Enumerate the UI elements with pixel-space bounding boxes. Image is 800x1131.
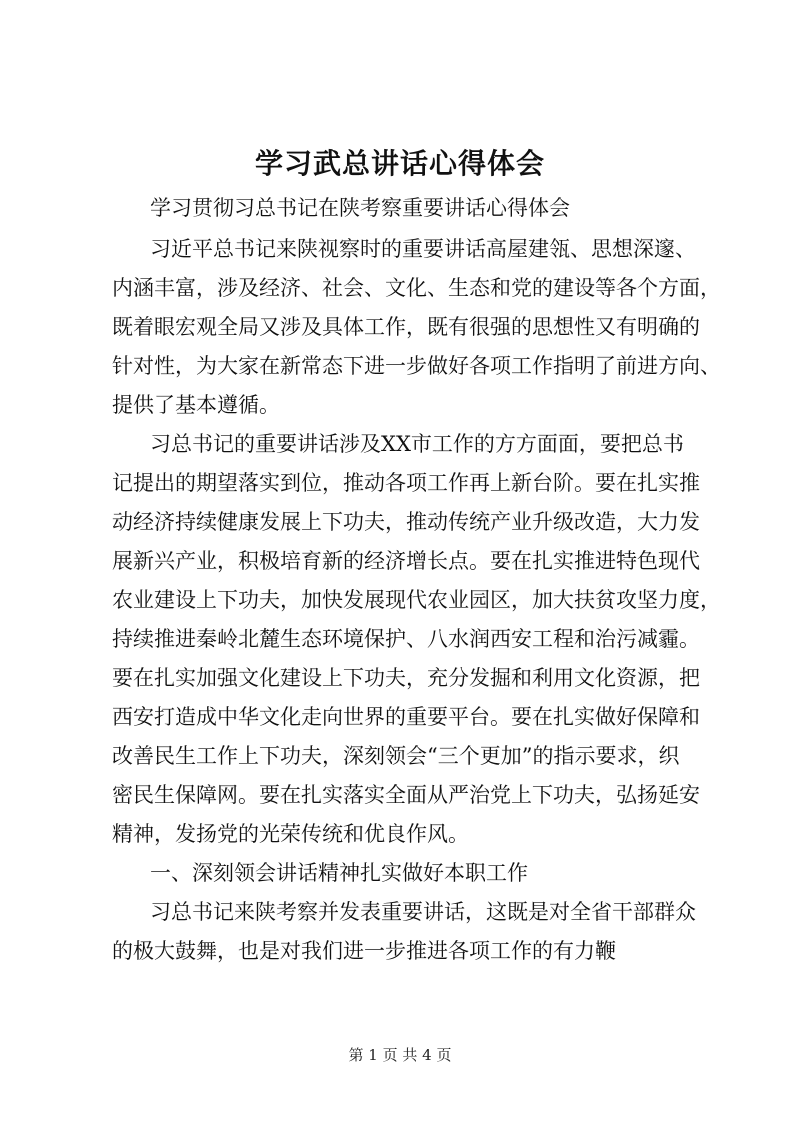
paragraph-line: 密民生保障网。要在扎实落实全面从严治党上下功夫，弘扬延安 — [112, 783, 700, 807]
paragraph-line: 精神，发扬党的光荣传统和优良作风。 — [112, 822, 469, 846]
document-title: 学习武总讲话心得体会 — [254, 147, 545, 180]
paragraph-line: 针对性，为大家在新常态下进一步做好各项工作指明了前进方向、 — [112, 354, 721, 378]
paragraph-line: 农业建设上下功夫，加快发展现代农业园区，加大扶贫攻坚力度， — [112, 588, 721, 612]
page-number: 第 1 页 共 4 页 — [348, 1046, 452, 1064]
paragraph-line: 习近平总书记来陕视察时的重要讲话高屋建瓴、思想深邃、 — [150, 237, 696, 261]
section-heading: 一、深刻领会讲话精神扎实做好本职工作 — [150, 861, 528, 885]
paragraph-line: 习总书记的重要讲话涉及XX市工作的方方面面，要把总书 — [150, 432, 684, 456]
paragraph-line: 内涵丰富，涉及经济、社会、文化、生态和党的建设等各个方面， — [112, 276, 721, 300]
paragraph-line: 动经济持续健康发展上下功夫，推动传统产业升级改造，大力发 — [112, 510, 700, 534]
subtitle-line: 学习贯彻习总书记在陕考察重要讲话心得体会 — [150, 196, 570, 220]
paragraph-line: 习总书记来陕考察并发表重要讲话，这既是对全省干部群众 — [150, 900, 696, 924]
paragraph-line: 改善民生工作上下功夫，深刻领会“三个更加”的指示要求，织 — [112, 744, 680, 768]
paragraph-line: 持续推进秦岭北麓生态环境保护、八水润西安工程和治污减霾。 — [112, 627, 700, 651]
paragraph-line: 既着眼宏观全局又涉及具体工作，既有很强的思想性又有明确的 — [112, 315, 700, 339]
paragraph-line: 要在扎实加强文化建设上下功夫，充分发掘和利用文化资源，把 — [112, 666, 700, 690]
paragraph-line: 展新兴产业，积极培育新的经济增长点。要在扎实推进特色现代 — [112, 549, 700, 573]
paragraph-line: 记提出的期望落实到位，推动各项工作再上新台阶。要在扎实推 — [112, 471, 700, 495]
paragraph-line: 提供了基本遵循。 — [112, 393, 280, 417]
paragraph-line: 西安打造成中华文化走向世界的重要平台。要在扎实做好保障和 — [112, 705, 700, 729]
paragraph-line: 的极大鼓舞，也是对我们进一步推进各项工作的有力鞭 — [112, 939, 616, 963]
